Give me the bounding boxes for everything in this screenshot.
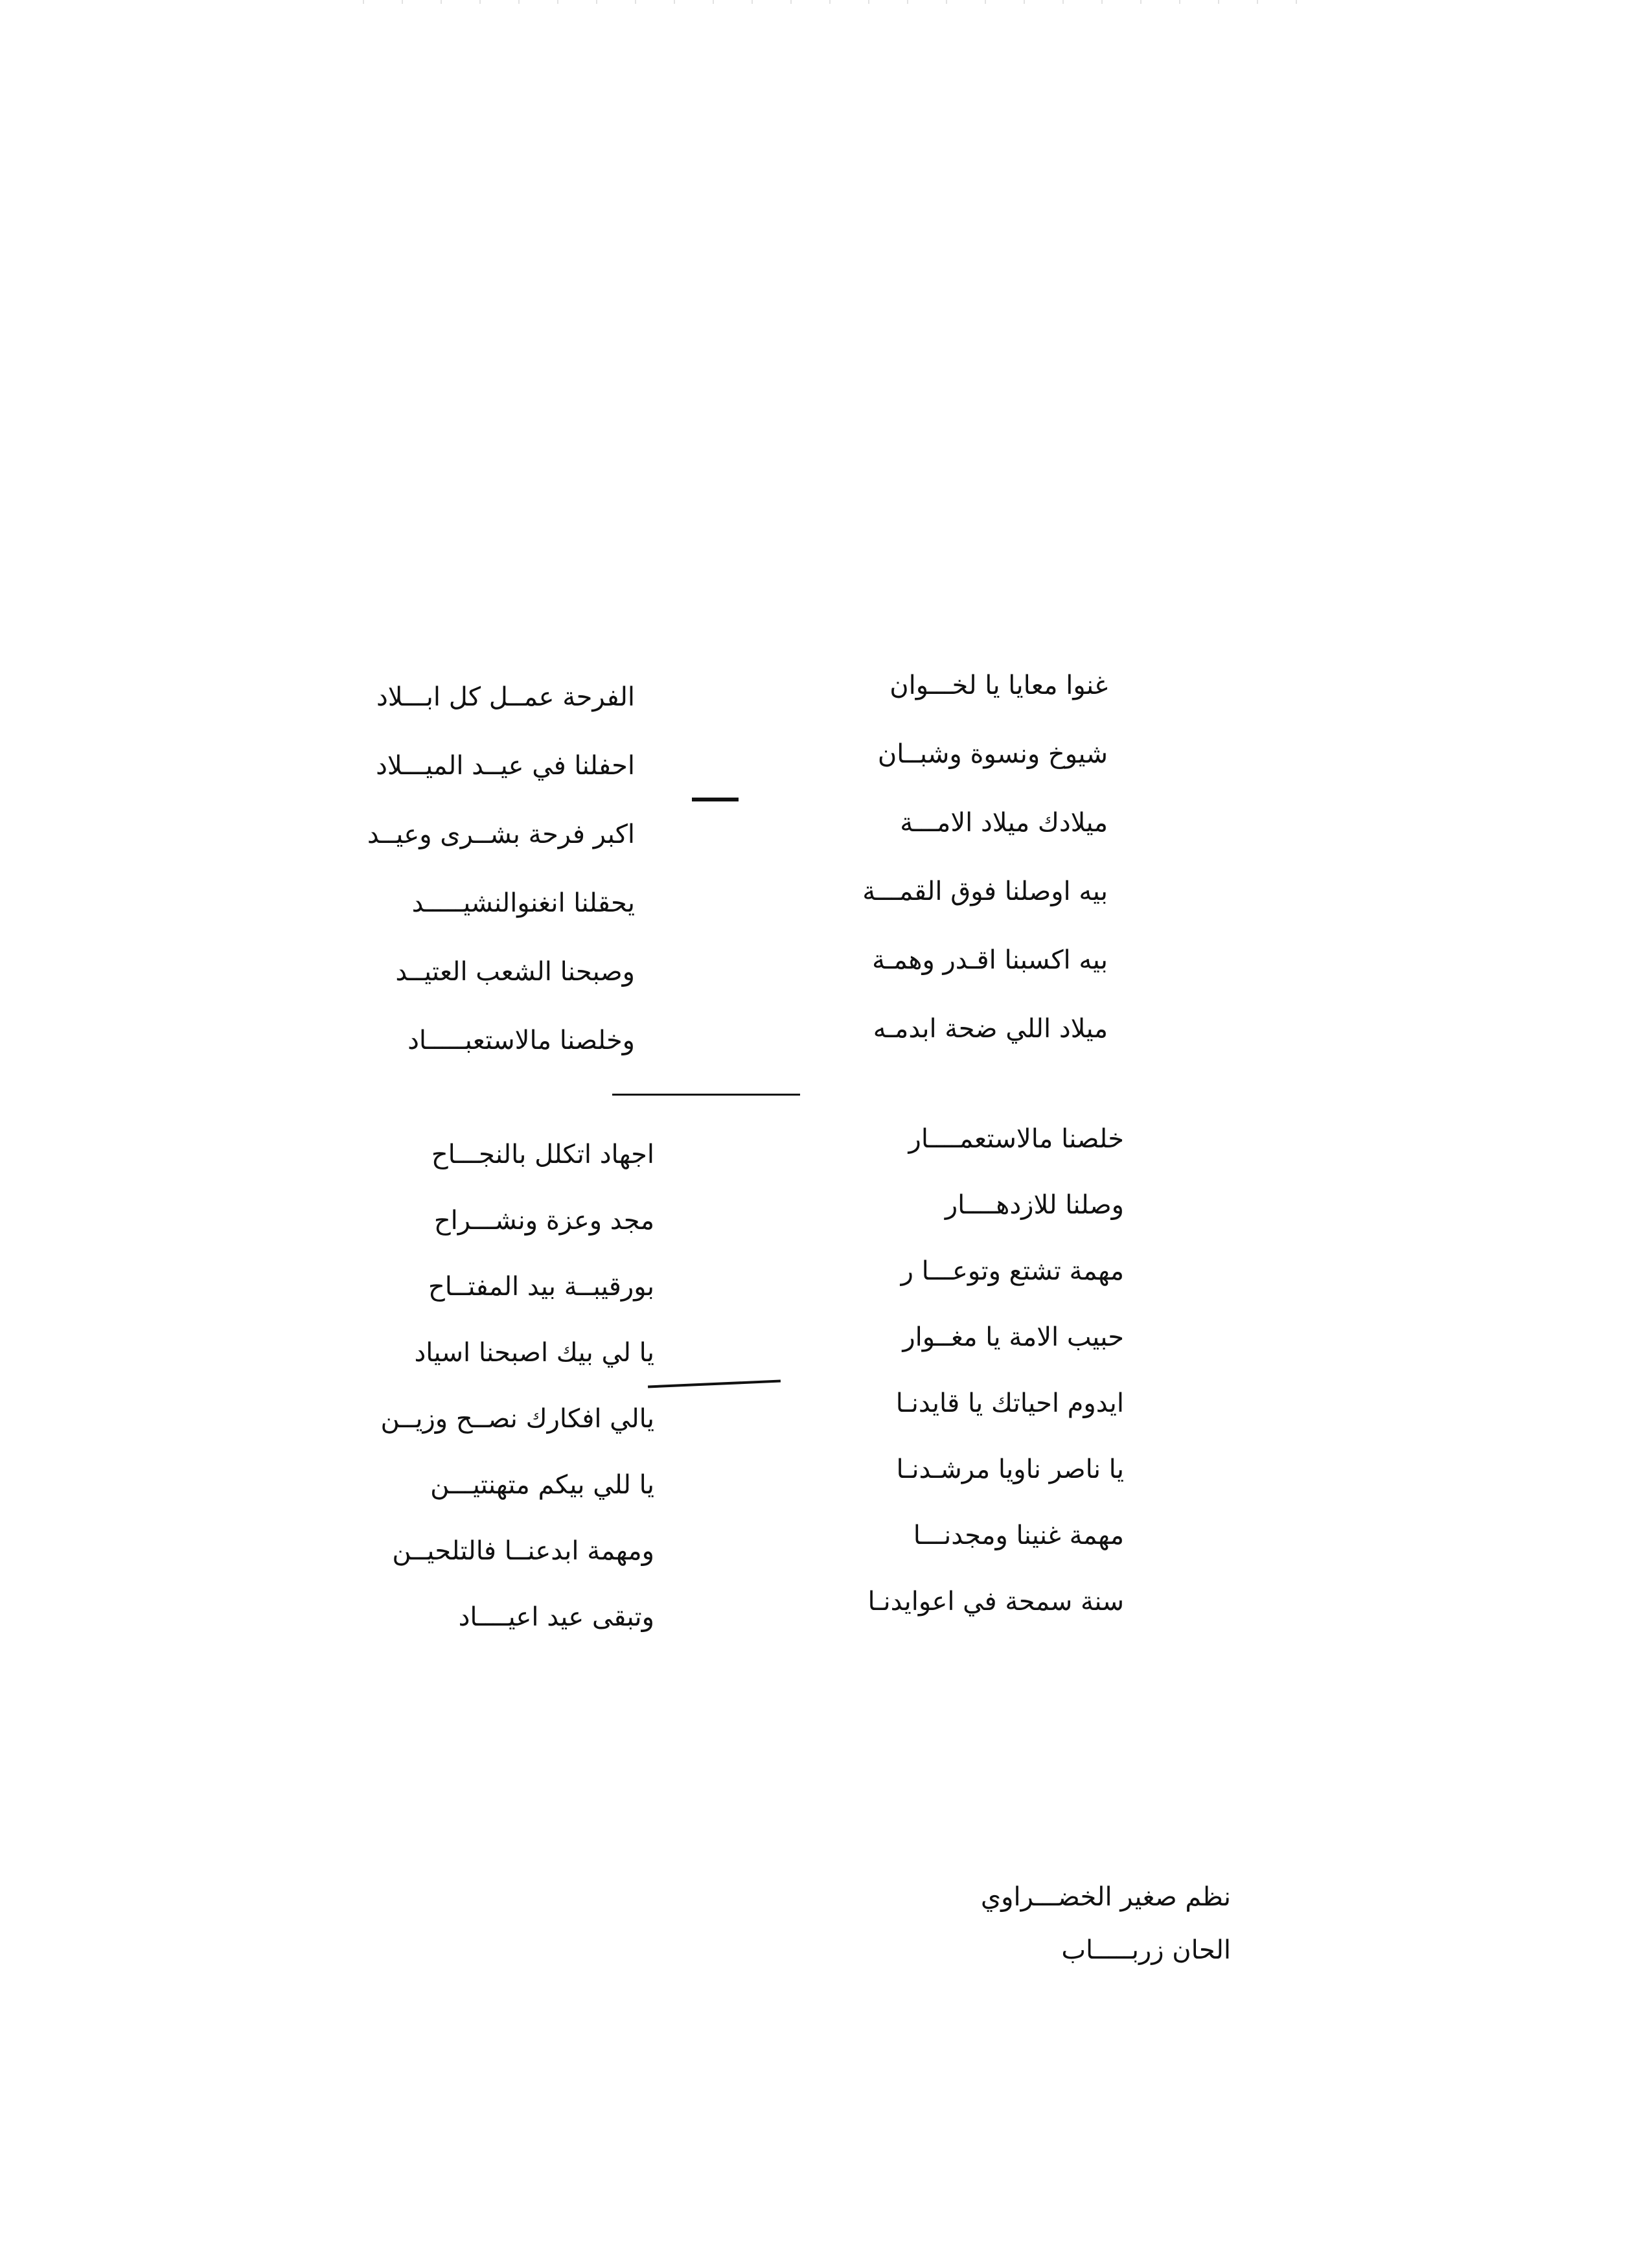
verse-line: يا للي بيكم متهنتيـــن <box>430 1470 654 1500</box>
verse-line: وصلنا للازدهــــار <box>945 1190 1124 1220</box>
stanza-divider <box>612 1094 800 1096</box>
verse-line: يالي افكارك نصــح وزيــن <box>380 1404 654 1434</box>
verse-line: بيه اوصلنا فوق القمـــة <box>862 877 1108 906</box>
verse-line: سنة سمحة في اعوايدنـا <box>867 1587 1124 1617</box>
verse-line: وتبقى عيد اعيــــاد <box>458 1602 654 1632</box>
verse-line: بورقيبــة بيد المفتــاح <box>428 1272 654 1302</box>
verse-line: اكبر فرحة بشــرى وعيــد <box>367 820 635 849</box>
verse-line: غنوا معايا يا لخـــوان <box>889 671 1108 700</box>
verse-line: وصبحنا الشعب العتيــد <box>395 957 635 987</box>
verse-line: حبيب الامة يا مغــوار <box>902 1322 1124 1352</box>
scan-artifact <box>363 0 1335 4</box>
stanza2-left-column <box>266 1142 654 1670</box>
verse-line: احفلنا في عيــد الميـــلاد <box>376 751 635 781</box>
verse-line: ايدوم احياتك يا قايدنـا <box>895 1388 1124 1418</box>
verse-line: يا ناصر ناويا مرشـدنـا <box>896 1455 1124 1484</box>
verse-line: مجد وعزة ونشـــراح <box>433 1206 654 1236</box>
verse-line: خلصنا مالاستعمــــار <box>908 1124 1124 1154</box>
credits-block <box>777 1884 1231 1990</box>
verse-line: ميلاد اللي ضحة ابدمـه <box>873 1014 1108 1044</box>
verse-line: اجهاد اتكلل بالنجـــاح <box>431 1140 654 1169</box>
verse-line: ميلادك ميلاد الامـــة <box>900 808 1108 838</box>
verse-line: بيه اكسبنا اقـدر وهمـة <box>872 945 1108 975</box>
connector-dash <box>692 798 739 801</box>
composer-credit: الحان زربـــــاب <box>1061 1935 1231 1965</box>
verse-line: وخلصنا مالاستعبـــــاد <box>407 1026 635 1055</box>
verse-line: ومهمة ابدعنــا فالتلحيــن <box>392 1536 654 1566</box>
stanza1-right-column <box>745 673 1108 1085</box>
verse-line: الفرحة عمــل كل ابـــلاد <box>376 682 635 712</box>
stanza1-left-column <box>246 684 635 1096</box>
stanza2-right-column <box>745 1126 1124 1655</box>
verse-line: يا لي بيك اصبحنا اسياد <box>414 1338 654 1368</box>
verse-line: مهمة تشتع وتوعـــا ر <box>901 1256 1124 1286</box>
verse-line: شيوخ ونسوة وشبــان <box>877 739 1108 769</box>
verse-line: يحقلنا انغنوالنشيـــــد <box>411 888 635 918</box>
lyricist-credit: نظم صغير الخضـــراوي <box>980 1882 1231 1912</box>
verse-line: مهمة غنينا ومجدنـــا <box>913 1521 1124 1550</box>
